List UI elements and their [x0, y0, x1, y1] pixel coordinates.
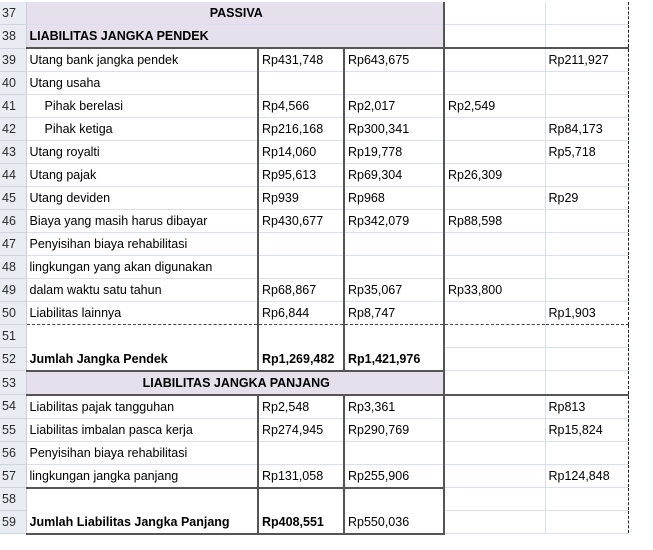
cell[interactable] — [444, 25, 545, 49]
value-cell-d[interactable] — [444, 141, 545, 164]
value-cell-d[interactable]: Rp2,549 — [444, 95, 545, 118]
value-cell-d[interactable] — [444, 48, 545, 72]
value-cell-b[interactable] — [258, 325, 344, 348]
value-cell-b[interactable]: Rp131,058 — [258, 464, 344, 488]
value-cell-c[interactable]: Rp3,361 — [344, 395, 444, 419]
cell[interactable] — [545, 371, 628, 395]
value-cell-d[interactable] — [444, 302, 545, 325]
sheet-row — [0, 488, 628, 511]
label-cell[interactable]: lingkungan yang akan digunakan — [26, 256, 258, 279]
value-cell-b[interactable]: Rp95,613 — [258, 164, 344, 187]
value-cell-e[interactable] — [545, 488, 628, 511]
cell[interactable] — [444, 371, 545, 395]
value-cell-d[interactable] — [444, 118, 545, 141]
value-cell-d[interactable] — [444, 488, 545, 511]
total-value-cell-b[interactable]: Rp1,269,482 — [258, 348, 344, 371]
sheet-row — [0, 418, 628, 441]
value-cell-c[interactable]: Rp643,675 — [344, 48, 444, 72]
value-cell-c[interactable] — [344, 256, 444, 279]
label-cell[interactable] — [26, 325, 258, 348]
sheet-row — [0, 95, 628, 118]
label-cell[interactable]: Utang deviden — [26, 187, 258, 210]
value-cell-c[interactable]: Rp342,079 — [344, 210, 444, 233]
sheet-row — [0, 371, 628, 395]
sheet-row — [0, 141, 628, 164]
sheet-row — [0, 348, 628, 371]
row-header[interactable]: 53 — [0, 371, 26, 395]
value-cell-d[interactable] — [444, 187, 545, 210]
sheet-row — [0, 25, 628, 49]
row-header[interactable]: 38 — [0, 25, 26, 49]
row-header[interactable]: 49 — [0, 279, 26, 302]
row-header[interactable]: 54 — [0, 395, 26, 419]
sheet-row — [0, 72, 628, 95]
value-cell-c[interactable]: Rp290,769 — [344, 418, 444, 441]
label-cell[interactable]: Pihak berelasi — [26, 95, 258, 118]
row-header[interactable]: 45 — [0, 187, 26, 210]
value-cell-b[interactable]: Rp2,548 — [258, 395, 344, 419]
value-cell-c[interactable]: Rp35,067 — [344, 279, 444, 302]
value-cell-e[interactable] — [545, 233, 628, 256]
label-cell[interactable]: Utang usaha — [26, 72, 258, 95]
sheet-row — [0, 464, 628, 488]
row-header[interactable]: 37 — [0, 2, 26, 25]
label-cell[interactable]: lingkungan jangka panjang — [26, 464, 258, 488]
label-cell[interactable]: Liabilitas pajak tangguhan — [26, 395, 258, 419]
value-cell-c[interactable] — [344, 441, 444, 464]
value-cell-e[interactable]: Rp211,927 — [545, 48, 628, 72]
value-cell-c[interactable]: Rp19,778 — [344, 141, 444, 164]
value-cell-d[interactable] — [444, 395, 545, 419]
label-cell[interactable]: Pihak ketiga — [26, 118, 258, 141]
cell[interactable] — [545, 25, 628, 49]
value-cell-c[interactable]: Rp255,906 — [344, 464, 444, 488]
value-cell-d[interactable] — [444, 348, 545, 371]
value-cell-e[interactable] — [545, 210, 628, 233]
value-cell-e[interactable]: Rp813 — [545, 395, 628, 419]
row-header[interactable]: 43 — [0, 141, 26, 164]
value-cell-c[interactable]: Rp2,017 — [344, 95, 444, 118]
value-cell-e[interactable] — [545, 325, 628, 348]
value-cell-e[interactable]: Rp29 — [545, 187, 628, 210]
value-cell-b[interactable]: Rp430,677 — [258, 210, 344, 233]
value-cell-c[interactable] — [344, 233, 444, 256]
total-value-cell-c[interactable]: Rp1,421,976 — [344, 348, 444, 371]
cell[interactable] — [444, 2, 545, 25]
sheet-row — [0, 164, 628, 187]
row-header[interactable]: 42 — [0, 118, 26, 141]
value-cell-e[interactable] — [545, 256, 628, 279]
passiva-table — [0, 2, 629, 535]
label-cell[interactable]: Penyisihan biaya rehabilitasi — [26, 441, 258, 464]
value-cell-d[interactable] — [444, 441, 545, 464]
label-cell[interactable]: Utang pajak — [26, 164, 258, 187]
sheet-row — [0, 187, 628, 210]
value-cell-e[interactable]: Rp5,718 — [545, 141, 628, 164]
value-cell-d[interactable] — [444, 511, 545, 534]
value-cell-e[interactable] — [545, 441, 628, 464]
cell[interactable] — [545, 2, 628, 25]
value-cell-c[interactable]: Rp8,747 — [344, 302, 444, 325]
value-cell-d[interactable] — [444, 233, 545, 256]
row-header[interactable]: 39 — [0, 48, 26, 72]
value-cell-e[interactable] — [545, 511, 628, 534]
value-cell-c[interactable] — [344, 488, 444, 511]
value-cell-c[interactable]: Rp968 — [344, 187, 444, 210]
row-header[interactable]: 59 — [0, 511, 26, 534]
sheet-row — [0, 256, 628, 279]
value-cell-b[interactable] — [258, 256, 344, 279]
row-header[interactable]: 47 — [0, 233, 26, 256]
total-value-cell-b[interactable]: Rp408,551 — [258, 511, 344, 534]
value-cell-b[interactable]: Rp216,168 — [258, 118, 344, 141]
value-cell-d[interactable]: Rp26,309 — [444, 164, 545, 187]
label-cell[interactable]: Biaya yang masih harus dibayar — [26, 210, 258, 233]
value-cell-e[interactable] — [545, 164, 628, 187]
value-cell-e[interactable]: Rp15,824 — [545, 418, 628, 441]
label-cell[interactable]: Liabilitas imbalan pasca kerja — [26, 418, 258, 441]
value-cell-d[interactable] — [444, 418, 545, 441]
value-cell-d[interactable]: Rp33,800 — [444, 279, 545, 302]
value-cell-b[interactable] — [258, 72, 344, 95]
section-header-cell[interactable]: LIABILITAS JANGKA PANJANG — [26, 371, 444, 395]
row-header[interactable]: 41 — [0, 95, 26, 118]
value-cell-e[interactable]: Rp84,173 — [545, 118, 628, 141]
value-cell-b[interactable] — [258, 233, 344, 256]
sheet-row — [0, 2, 628, 25]
sheet-row — [0, 302, 628, 325]
row-header[interactable]: 40 — [0, 72, 26, 95]
total-value-cell-c[interactable]: Rp550,036 — [344, 511, 444, 534]
value-cell-d[interactable] — [444, 325, 545, 348]
row-header[interactable]: 55 — [0, 418, 26, 441]
spreadsheet-grid — [0, 2, 629, 535]
section-header-cell[interactable]: LIABILITAS JANGKA PENDEK — [26, 25, 444, 49]
sheet-row — [0, 48, 628, 72]
sheet-row — [0, 325, 628, 348]
label-cell[interactable] — [26, 488, 258, 511]
value-cell-b[interactable]: Rp68,867 — [258, 279, 344, 302]
value-cell-b[interactable]: Rp939 — [258, 187, 344, 210]
row-header[interactable]: 50 — [0, 302, 26, 325]
value-cell-c[interactable]: Rp300,341 — [344, 118, 444, 141]
row-header[interactable]: 44 — [0, 164, 26, 187]
value-cell-b[interactable]: Rp6,844 — [258, 302, 344, 325]
sheet-row — [0, 118, 628, 141]
value-cell-e[interactable]: Rp1,903 — [545, 302, 628, 325]
label-cell[interactable]: Utang bank jangka pendek — [26, 48, 258, 72]
row-header[interactable]: 57 — [0, 464, 26, 488]
total-label-cell[interactable]: Jumlah Jangka Pendek — [26, 348, 258, 371]
value-cell-d[interactable] — [444, 256, 545, 279]
sheet-row — [0, 210, 628, 233]
value-cell-e[interactable] — [545, 95, 628, 118]
label-cell[interactable]: dalam waktu satu tahun — [26, 279, 258, 302]
value-cell-b[interactable] — [258, 441, 344, 464]
sheet-row — [0, 233, 628, 256]
passiva-title-cell[interactable]: PASSIVA — [26, 2, 444, 25]
row-header[interactable]: 58 — [0, 488, 26, 511]
value-cell-d[interactable]: Rp88,598 — [444, 210, 545, 233]
value-cell-e[interactable] — [545, 72, 628, 95]
value-cell-b[interactable]: Rp14,060 — [258, 141, 344, 164]
sheet-row — [0, 395, 628, 419]
value-cell-d[interactable] — [444, 464, 545, 488]
row-header[interactable]: 46 — [0, 210, 26, 233]
row-header[interactable]: 56 — [0, 441, 26, 464]
label-cell[interactable]: Utang royalti — [26, 141, 258, 164]
row-header[interactable]: 52 — [0, 348, 26, 371]
value-cell-b[interactable]: Rp4,566 — [258, 95, 344, 118]
value-cell-e[interactable] — [545, 348, 628, 371]
value-cell-b[interactable]: Rp431,748 — [258, 48, 344, 72]
sheet-row — [0, 279, 628, 302]
value-cell-e[interactable]: Rp124,848 — [545, 464, 628, 488]
sheet-row — [0, 511, 628, 534]
label-cell[interactable]: Penyisihan biaya rehabilitasi — [26, 233, 258, 256]
row-header[interactable]: 48 — [0, 256, 26, 279]
row-header[interactable]: 51 — [0, 325, 26, 348]
value-cell-b[interactable] — [258, 488, 344, 511]
total-label-cell[interactable]: Jumlah Liabilitas Jangka Panjang — [26, 511, 258, 534]
value-cell-c[interactable] — [344, 72, 444, 95]
value-cell-d[interactable] — [444, 72, 545, 95]
value-cell-b[interactable]: Rp274,945 — [258, 418, 344, 441]
value-cell-e[interactable] — [545, 279, 628, 302]
value-cell-c[interactable]: Rp69,304 — [344, 164, 444, 187]
value-cell-c[interactable] — [344, 325, 444, 348]
label-cell[interactable]: Liabilitas lainnya — [26, 302, 258, 325]
sheet-row — [0, 441, 628, 464]
